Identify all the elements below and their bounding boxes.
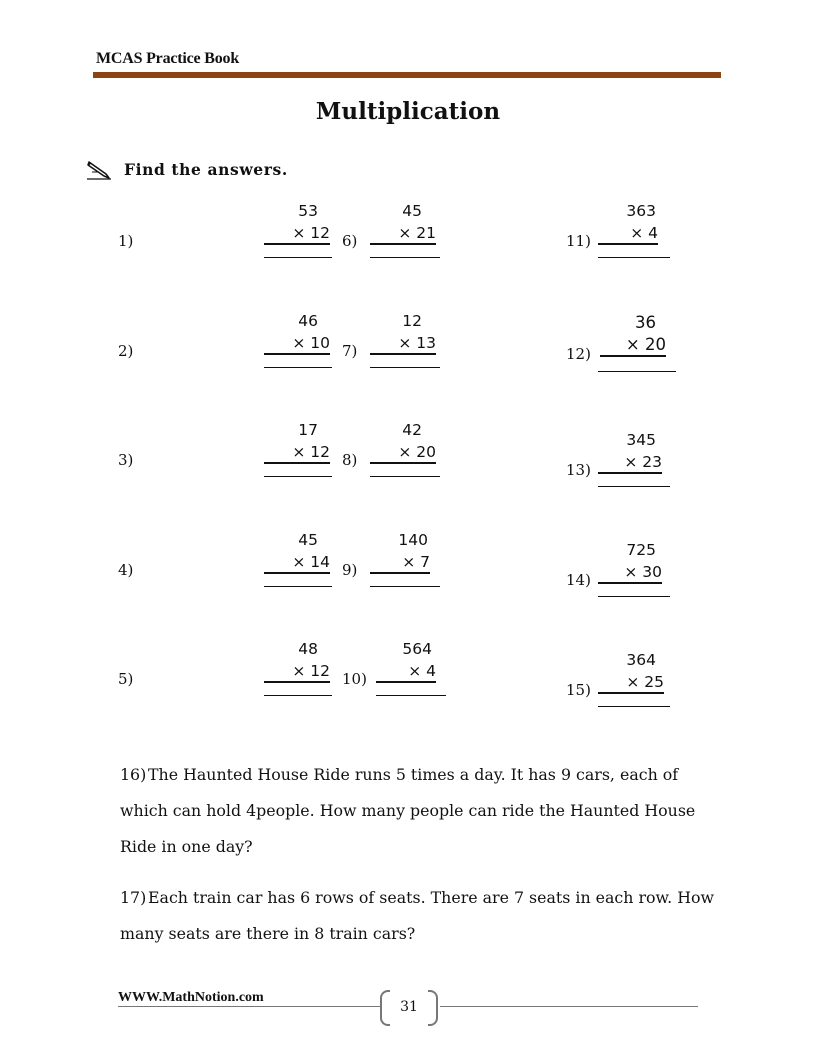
problem-3: [118, 421, 330, 501]
left-bracket: [380, 990, 390, 1026]
problem-label: 14): [566, 571, 591, 589]
word-problem-17: [120, 880, 730, 952]
problem-label: 4): [118, 561, 134, 579]
problem-multiplier: × 10: [264, 334, 330, 355]
problem-14: [566, 541, 746, 621]
word-problem-16: [120, 757, 730, 865]
answer-line: [264, 476, 332, 477]
problem-label: 13): [566, 461, 591, 479]
problem-2: [118, 312, 330, 392]
problem-multiplicand: 36: [635, 313, 656, 332]
problem-8: [342, 421, 522, 501]
word-problem-text: The Haunted House Ride runs 5 times a day. It has 9 cars, each of which can hold 4people. How many people can ride the Haunted House Ride in one day?: [120, 765, 696, 856]
problem-12: [566, 313, 746, 393]
page-number-box: [380, 990, 438, 1024]
problem-multiplicand: 725: [626, 541, 656, 559]
problem-1: [118, 202, 330, 282]
instruction-text: Find the answers.: [124, 159, 288, 179]
problem-5: [118, 640, 330, 720]
problem-label: 2): [118, 342, 134, 360]
problem-multiplier: × 4: [376, 662, 436, 683]
problem-multiplier: × 14: [264, 553, 330, 574]
problem-6: [342, 202, 522, 282]
problem-multiplicand: 42: [402, 421, 422, 439]
answer-line: [598, 596, 670, 597]
problem-multiplicand: 45: [402, 202, 422, 220]
problem-multiplicand: 564: [402, 640, 432, 658]
footer-rule-left: [118, 1006, 380, 1007]
problem-label: 10): [342, 670, 367, 688]
problem-multiplier: × 4: [598, 224, 658, 245]
problem-multiplicand: 45: [298, 531, 318, 549]
problem-multiplicand: 48: [298, 640, 318, 658]
page-title: Multiplication: [315, 98, 501, 125]
problem-multiplicand: 53: [298, 202, 318, 220]
answer-line: [598, 257, 670, 258]
problem-4: [118, 531, 330, 611]
problem-multiplier: × 21: [370, 224, 436, 245]
word-problem-label: 17): [120, 888, 147, 907]
problem-multiplier: × 30: [598, 563, 662, 584]
problem-7: [342, 312, 522, 392]
right-bracket: [428, 990, 438, 1026]
problem-multiplier: × 25: [598, 673, 664, 694]
problem-multiplier: × 20: [600, 335, 666, 357]
problem-multiplier: × 23: [598, 453, 662, 474]
header-title: MCAS Practice Book: [96, 50, 240, 67]
problem-multiplicand: 345: [626, 431, 656, 449]
problem-10: [342, 640, 522, 720]
word-problem-text: Each train car has 6 rows of seats. There are 7 seats in each row. How many seats are there in 8 train cars?: [120, 888, 715, 943]
answer-line: [598, 486, 670, 487]
problem-label: 3): [118, 451, 134, 469]
problem-15: [566, 651, 746, 731]
problem-multiplicand: 363: [626, 202, 656, 220]
problem-label: 9): [342, 561, 358, 579]
problem-label: 1): [118, 232, 134, 250]
problem-label: 7): [342, 342, 358, 360]
problem-label: 12): [566, 345, 591, 363]
page-number: 31: [400, 999, 418, 1015]
problem-multiplier: × 13: [370, 334, 436, 355]
problem-multiplier: × 12: [264, 224, 330, 245]
word-problem-label: 16): [120, 765, 147, 784]
problem-multiplicand: 12: [402, 312, 422, 330]
problem-multiplicand: 364: [626, 651, 656, 669]
problem-multiplicand: 46: [298, 312, 318, 330]
header-rule: [93, 72, 721, 78]
answer-line: [598, 371, 676, 372]
problem-label: 15): [566, 681, 591, 699]
problem-multiplicand: 17: [298, 421, 318, 439]
pencil-icon: [86, 158, 112, 180]
answer-line: [376, 695, 446, 696]
problem-label: 8): [342, 451, 358, 469]
problem-multiplier: × 12: [264, 662, 330, 683]
answer-line: [370, 367, 440, 368]
problem-multiplier: × 7: [370, 553, 430, 574]
problem-label: 6): [342, 232, 358, 250]
footer-rule-right: [440, 1006, 698, 1007]
problem-multiplicand: 140: [398, 531, 428, 549]
answer-line: [264, 257, 332, 258]
answer-line: [370, 586, 440, 587]
problem-multiplier: × 12: [264, 443, 330, 464]
instruction: [86, 158, 288, 180]
problem-label: 11): [566, 232, 591, 250]
answer-line: [598, 706, 670, 707]
answer-line: [264, 367, 332, 368]
problem-multiplier: × 20: [370, 443, 436, 464]
problem-label: 5): [118, 670, 134, 688]
answer-line: [370, 476, 440, 477]
problem-11: [566, 202, 746, 282]
answer-line: [264, 586, 332, 587]
answer-line: [264, 695, 332, 696]
footer-site: WWW.MathNotion.com: [118, 990, 264, 1005]
problem-9: [342, 531, 522, 611]
problem-13: [566, 431, 746, 511]
answer-line: [370, 257, 440, 258]
